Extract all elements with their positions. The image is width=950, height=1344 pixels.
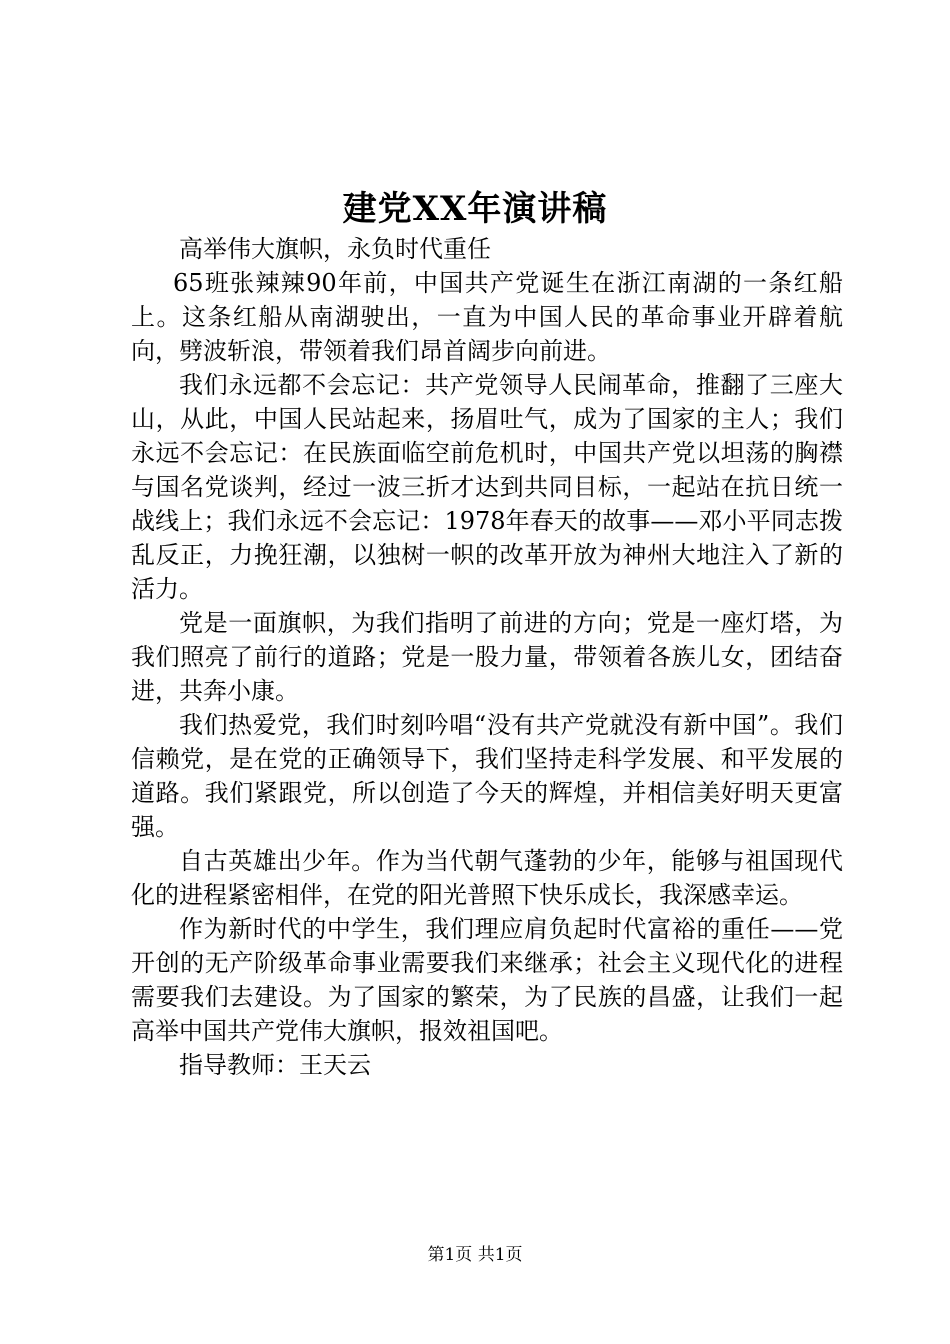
document-title: 建党XX年演讲稿 bbox=[342, 189, 608, 229]
document-body bbox=[131, 232, 843, 1082]
paragraph-subtitle: 高举伟大旗帜，永负时代重任 bbox=[179, 235, 491, 263]
paragraph-love-party: 我们热爱党，我们时刻吟唱“没有共产党就没有新中国”。我们信赖党，是在党的正确领导下，我们坚持走科学发展、和平发展的道路。我们紧跟党，所以创造了今天的辉煌，并相信美好明天更富强。 bbox=[131, 711, 843, 841]
paragraph-young-heroes: 自古英雄出少年。作为当代朝气蓬勃的少年，能够与祖国现代化的进程紧密相伴，在党的阳光普照下快乐成长，我深感幸运。 bbox=[131, 847, 843, 909]
paragraph-intro: 65班张辣辣90年前，中国共产党诞生在浙江南湖的一条红船上。这条红船从南湖驶出，一直为中国人民的革命事业开辟着航向，劈波斩浪，带领着我们昂首阔步向前进。 bbox=[131, 269, 843, 365]
paragraph-never-forget: 我们永远都不会忘记：共产党领导人民闹革命，推翻了三座大山，从此，中国人民站起来，扬眉吐气，成为了国家的主人；我们永远不会忘记：在民族面临空前危机时，中国共产党以坦荡的胸襟与国名党谈判，经过一波三折才达到共同目标，一起站在抗日统一战线上；我们永远不会忘记：1978年春天的故事——邓小平同志拨乱反正，力挽狂潮，以独树一帜的改革开放为神州大地注入了新的活力。 bbox=[131, 371, 843, 603]
page-number: 第1页 共1页 bbox=[427, 1245, 523, 1265]
paragraph-students: 作为新时代的中学生，我们理应肩负起时代富裕的重任——党开创的无产阶级革命事业需要我们来继承；社会主义现代化的进程需要我们去建设。为了国家的繁荣，为了民族的昌盛，让我们一起高举中国共产党伟大旗帜，报效祖国吧。 bbox=[131, 915, 843, 1045]
paragraph-teacher: 指导教师：王天云 bbox=[179, 1051, 371, 1079]
paragraph-party-flag: 党是一面旗帜，为我们指明了前进的方向；党是一座灯塔，为我们照亮了前行的道路；党是一股力量，带领着各族儿女，团结奋进，共奔小康。 bbox=[131, 609, 843, 705]
